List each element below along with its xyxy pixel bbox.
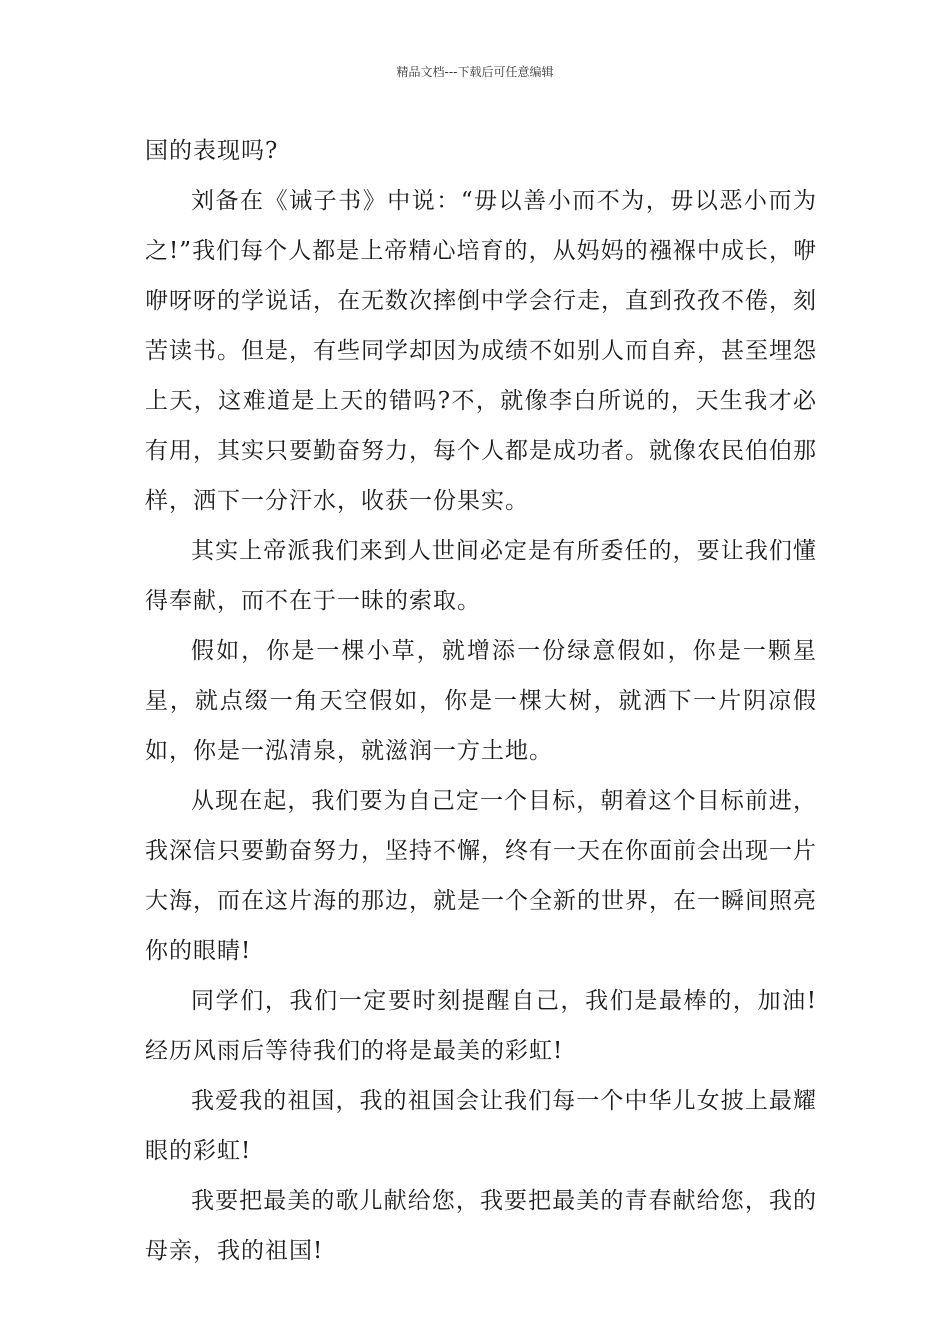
paragraph-1: 国的表现吗? [145, 138, 279, 164]
paragraph-3: 其实上帝派我们来到人世间必定是有所委任的，要让我们懂得奉献，而不在于一昧的索取。 [145, 538, 817, 614]
paragraph-7: 我爱我的祖国，我的祖国会让我们每一个中华儿女披上最耀眼的彩虹! [145, 1088, 817, 1164]
paragraph-6: 同学们，我们一定要时刻提醒自己，我们是最棒的，加油!经历风雨后等待我们的将是最美的彩虹! [145, 988, 817, 1064]
page-header: 精品文档---下载后可任意编辑 [396, 65, 554, 79]
paragraph-2: 刘备在《诫子书》中说：“毋以善小而不为，毋以恶小而为之!”我们每个人都是上帝精心培育的，从妈妈的襁褓中成长，咿咿呀呀的学说话，在无数次摔倒中学会行走，直到孜孜不倦，刻苦读书。但是，有些同学却因为成绩不如别人而自弃，甚至埋怨上天，这难道是上天的错吗?不，就像李白所说的，天生我才必有用，其实只要勤奋努力，每个人都是成功者。就像农民伯伯那样，洒下一分汗水，收获一份果实。 [145, 188, 817, 514]
paragraph-4: 假如，你是一棵小草，就增添一份绿意假如，你是一颗星星，就点缀一角天空假如，你是一棵大树，就洒下一片阴凉假如，你是一泓清泉，就滋润一方土地。 [145, 638, 817, 764]
document-body [145, 126, 817, 1276]
paragraph-8: 我要把最美的歌儿献给您，我要把最美的青春献给您，我的母亲，我的祖国! [145, 1188, 817, 1264]
paragraph-5: 从现在起，我们要为自己定一个目标，朝着这个目标前进，我深信只要勤奋努力，坚持不懈，终有一天在你面前会出现一片大海，而在这片海的那边，就是一个全新的世界，在一瞬间照亮你的眼睛! [145, 788, 817, 964]
